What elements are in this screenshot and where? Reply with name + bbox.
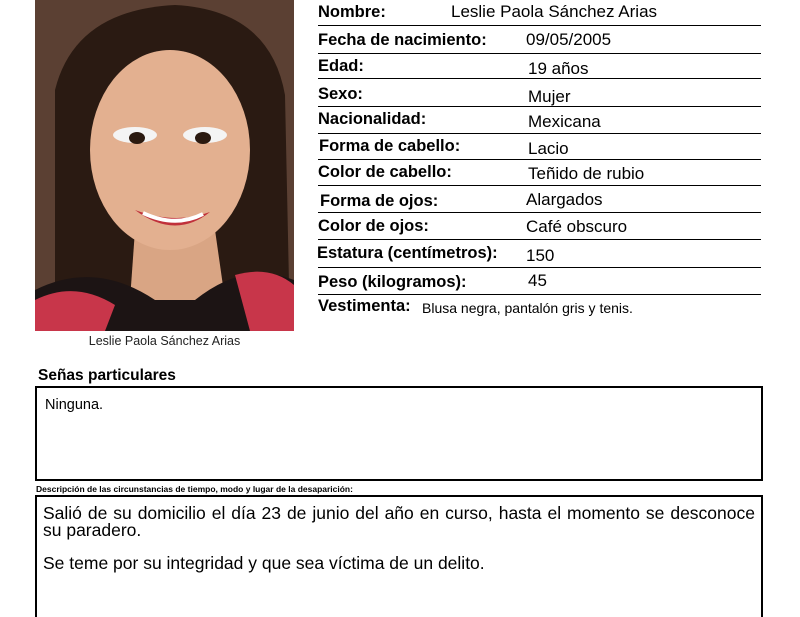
field-color-ojos xyxy=(318,212,761,240)
field-value: Mujer xyxy=(528,87,571,106)
field-value: Lacio xyxy=(528,139,569,158)
senas-title: Señas particulares xyxy=(38,367,176,384)
field-label: Sexo: xyxy=(318,85,363,103)
descripcion-title: Descripción de las circunstancias de tiempo, modo y lugar de la desaparición: xyxy=(36,484,353,494)
field-value: 45 xyxy=(528,271,547,290)
field-nombre xyxy=(318,0,761,26)
field-value: 09/05/2005 xyxy=(526,30,612,49)
field-edad xyxy=(318,53,761,79)
field-label: Vestimenta: xyxy=(318,297,411,315)
field-value: Teñido de rubio xyxy=(528,164,645,183)
field-label: Fecha de nacimiento: xyxy=(318,31,487,49)
field-peso xyxy=(318,267,761,295)
descripcion-paragraph-1: Salió de su domicilio el día 23 de junio del año en curso, hasta el momento se desconoce su paradero. xyxy=(43,503,755,540)
field-sexo xyxy=(318,78,761,107)
field-label: Nacionalidad: xyxy=(318,110,427,128)
field-value: 150 xyxy=(526,246,555,265)
photo-caption: Leslie Paola Sánchez Arias xyxy=(88,334,241,348)
field-label: Color de ojos: xyxy=(318,217,429,235)
field-forma-ojos xyxy=(318,185,761,213)
senas-box xyxy=(35,386,763,481)
field-label: Peso (kilogramos): xyxy=(318,273,467,291)
field-forma-cabello xyxy=(318,133,761,160)
descripcion-paragraph-2: Se teme por su integridad y que sea víctima de un delito. xyxy=(43,553,485,573)
field-label: Nombre: xyxy=(318,3,386,21)
field-value: Blusa negra, pantalón gris y tenis. xyxy=(422,300,633,316)
field-label: Forma de ojos: xyxy=(320,192,439,210)
field-label: Edad: xyxy=(318,57,364,75)
field-label: Estatura (centímetros): xyxy=(317,244,498,262)
field-fecha-nacimiento xyxy=(318,25,761,54)
field-color-cabello xyxy=(318,159,761,186)
field-value: Leslie Paola Sánchez Arias xyxy=(451,2,658,21)
field-value: Café obscuro xyxy=(526,217,628,236)
field-estatura xyxy=(318,239,761,268)
field-value: Alargados xyxy=(526,190,603,209)
senas-text: Ninguna. xyxy=(45,397,104,413)
field-value: Mexicana xyxy=(528,112,601,131)
descripcion-box xyxy=(35,495,763,617)
field-label: Forma de cabello: xyxy=(319,137,461,155)
person-photo xyxy=(35,0,294,331)
field-vestimenta xyxy=(318,294,761,320)
field-nacionalidad xyxy=(318,106,761,134)
field-label: Color de cabello: xyxy=(318,163,452,181)
field-value: 19 años xyxy=(528,59,589,78)
